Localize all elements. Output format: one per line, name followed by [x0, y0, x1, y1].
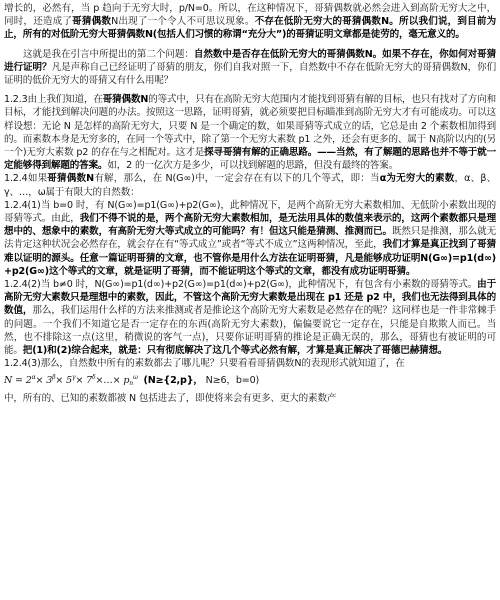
p2-text-a: 这就是我在引言中所提出的第二个问题： [23, 48, 194, 60]
p7-text-c: 中，所有的、已知的素数都被 N 包括进去了，即使将来会有更多、更大的素数产 [4, 393, 337, 405]
sub-n: n [129, 380, 133, 388]
exp-alpha: α [31, 374, 36, 382]
paragraph-2 [4, 48, 496, 88]
p6-bold-a: 由于高阶无穷大素数只是理想中的素数，因此，不管这个高阶无穷大素数是出现在 p1 还是 p2 中，我们也无法得到具体的数值， [4, 279, 496, 317]
p6-bold-b: 把(1)和(2)综合起来，就是：只有彻底解决了这几个等式必然有解，才算是真正解决了哥德巴赫猜想。 [22, 345, 448, 357]
p5-text-a: 1.2.4(1)当 b=0 时，有 N(G∞)=p1(G∞)+p2(G∞)，此种情况下，是两个高阶无穷大素数相加、无低阶小素数出现的哥猜等式。由此， [4, 199, 496, 225]
exp-gamma: γ [72, 374, 76, 382]
p3-text-a: 1.2.3由上我们知道，在 [4, 94, 103, 106]
document-page [4, 2, 496, 598]
paragraph-5 [4, 199, 496, 278]
p5-bold-b: 我们才算是真正找到了哥猜难以证明的源头。任意一篇证明哥猜的文章，也不管你是用什么方法在证明哥猜，凡是能够成功证明N(G∞)=p1(d∞)+p2(G∞)这个等式的文章，就是证明了哥猜，而不能证明这个等式的文章，都没有成功证明哥猜。 [4, 239, 496, 277]
p6-text-a: 1.2.4(2)当 b≠0 时，N(G∞)=p1(d∞)+p2(G∞)=p1(d∞)+p2(G∞)，此种情况下，有包含有小素数的哥猜等式。 [4, 279, 478, 291]
paragraph-7 [4, 357, 496, 370]
formula-condition-b: N≥6，b=0) [205, 375, 260, 387]
paragraph-3 [4, 93, 496, 172]
p3-text-d: 如，2 的一亿次方是多少，可以找到解题的思路，但没有最终的答案。 [107, 160, 399, 172]
p4-bold-a: 哥猜偶数N [47, 173, 95, 185]
p1-text-a: 增长的，必然有，当 p 趋向于无穷大时，p/N=0。所以，在这种情况下，哥猜偶数就必然会进入到高阶无穷大之中，同时，还造成了 [4, 3, 496, 28]
p1-text-c: N出现了一个令人不可思议现象。 [111, 16, 255, 28]
p4-text-a: 1.2.4如果 [4, 173, 48, 185]
formula-five: × 5 [55, 375, 72, 387]
paragraph-6 [4, 278, 496, 357]
p6-text-c: 那么，我们运用什么样的方法来推测或者是推论这个高阶无穷大素数是必然存在的呢？这同样也是一件非常棘手的问题。一个我们不知道它是否一定存在的东西(高阶无穷大素数)，偏偏要说它一定存在，只能是自欺欺人而已。当然，也不排除这一点(这里，稍微说的客气一点)，只要你证明哥猜的推论是正确无误的，那么，哥猜也有被证明的可能。 [4, 305, 496, 357]
exp-delta: δ [92, 374, 96, 382]
p1-bold-a: 哥猜偶数 [72, 16, 112, 28]
p5-text-c: 既然只是推测，那么就无法肯定这种状况会必然存在，就会存在有“等式成立”或者“等式不成立”这两种情况，至此， [4, 226, 496, 251]
formula-seven: × 7 [75, 375, 93, 387]
formula-lhs: N = 2 [4, 375, 32, 387]
factorization-formula [4, 375, 138, 386]
paragraph-1 [4, 2, 496, 42]
p7-text-a: 1.2.4(3)那么，自然数中所有的素数都去了哪儿呢？只要看看哥猜偶数N的表现形式就知道了，在 [4, 358, 405, 370]
p1-bold-b: 不存在低阶无穷大的哥猜偶数N。所以我们说，到目前为止，所有的对低阶无穷大哥猜偶数N(包括人们习惯的称谓“充分大”)的哥猜证明文章都是徒劳的，毫无意义的。 [4, 16, 496, 41]
formula-line [4, 370, 496, 392]
p4-bold-b: α为无穷大的素数 [379, 173, 455, 185]
p4-text-c: 有解，那么，在 N(G∞)中，一定会存在有以下的几个等式，即：当 [94, 173, 380, 185]
p5-bold-a: 我们不得不说的是，两个高阶无穷大素数相加，是无法用具体的数值来表示的，这两个素数都只是理想中的、想象中的素数，有高阶无穷大等式成立的可能吗？有！但这只能是猜测、推测而已。 [4, 213, 496, 238]
p2-bold-a: 自然数中是否存在低阶无穷大的哥猜偶数N。如果不存在，你如何对哥猜进行证明？ [4, 48, 496, 73]
p3-bold-a: 哥猜偶数N [102, 94, 149, 106]
paragraph-7-end [4, 392, 496, 405]
p3-bold-b: 探寻哥猜有解的正确思路。——当然，有了解题的思路也并不等于就一定能够得到解题的答案。 [4, 147, 496, 172]
paragraph-4 [4, 172, 496, 198]
p3-text-c: 的等式中，只有在高阶无穷大范围内才能找到哥猜有解的目标，也只有找对了方向和目标，才能找到解决问题的办法。按照这一思路，证明哥猜，就必须要把目标瞄准到高阶无穷大才有可能成功。可以这样设想：无论 N 是怎样的高阶无穷大，只要 N 是一个确定的数，如果哥猜等式成立的话，它总是由 2 个素数相加得到的。而素数本身是无穷多的，在同一个等式中，除了第一个无穷大素数 p1 之外，还会有更多的、属于 N高阶以内的(另一个)无穷大素数 p2 的存在与之相配对。这才是 [4, 94, 496, 159]
p4-text-d: ，α、β、γ、…，ω属于有限大的自然数： [4, 173, 496, 198]
exp-beta: β [52, 374, 56, 382]
formula-condition-a: (N≥{2,p}， [143, 375, 203, 387]
exp-omega: ω [132, 374, 138, 382]
formula-three: × 3 [35, 375, 53, 387]
p2-text-c: 凡是声称自己已经证明了哥猜的朋友，你们自我对照一下，自然数中不存在低阶无穷大的哥猜偶数N，你们证明的低价无穷大的哥猜又有什么用呢？ [4, 61, 496, 87]
formula-tail: ×…× p [95, 375, 130, 387]
